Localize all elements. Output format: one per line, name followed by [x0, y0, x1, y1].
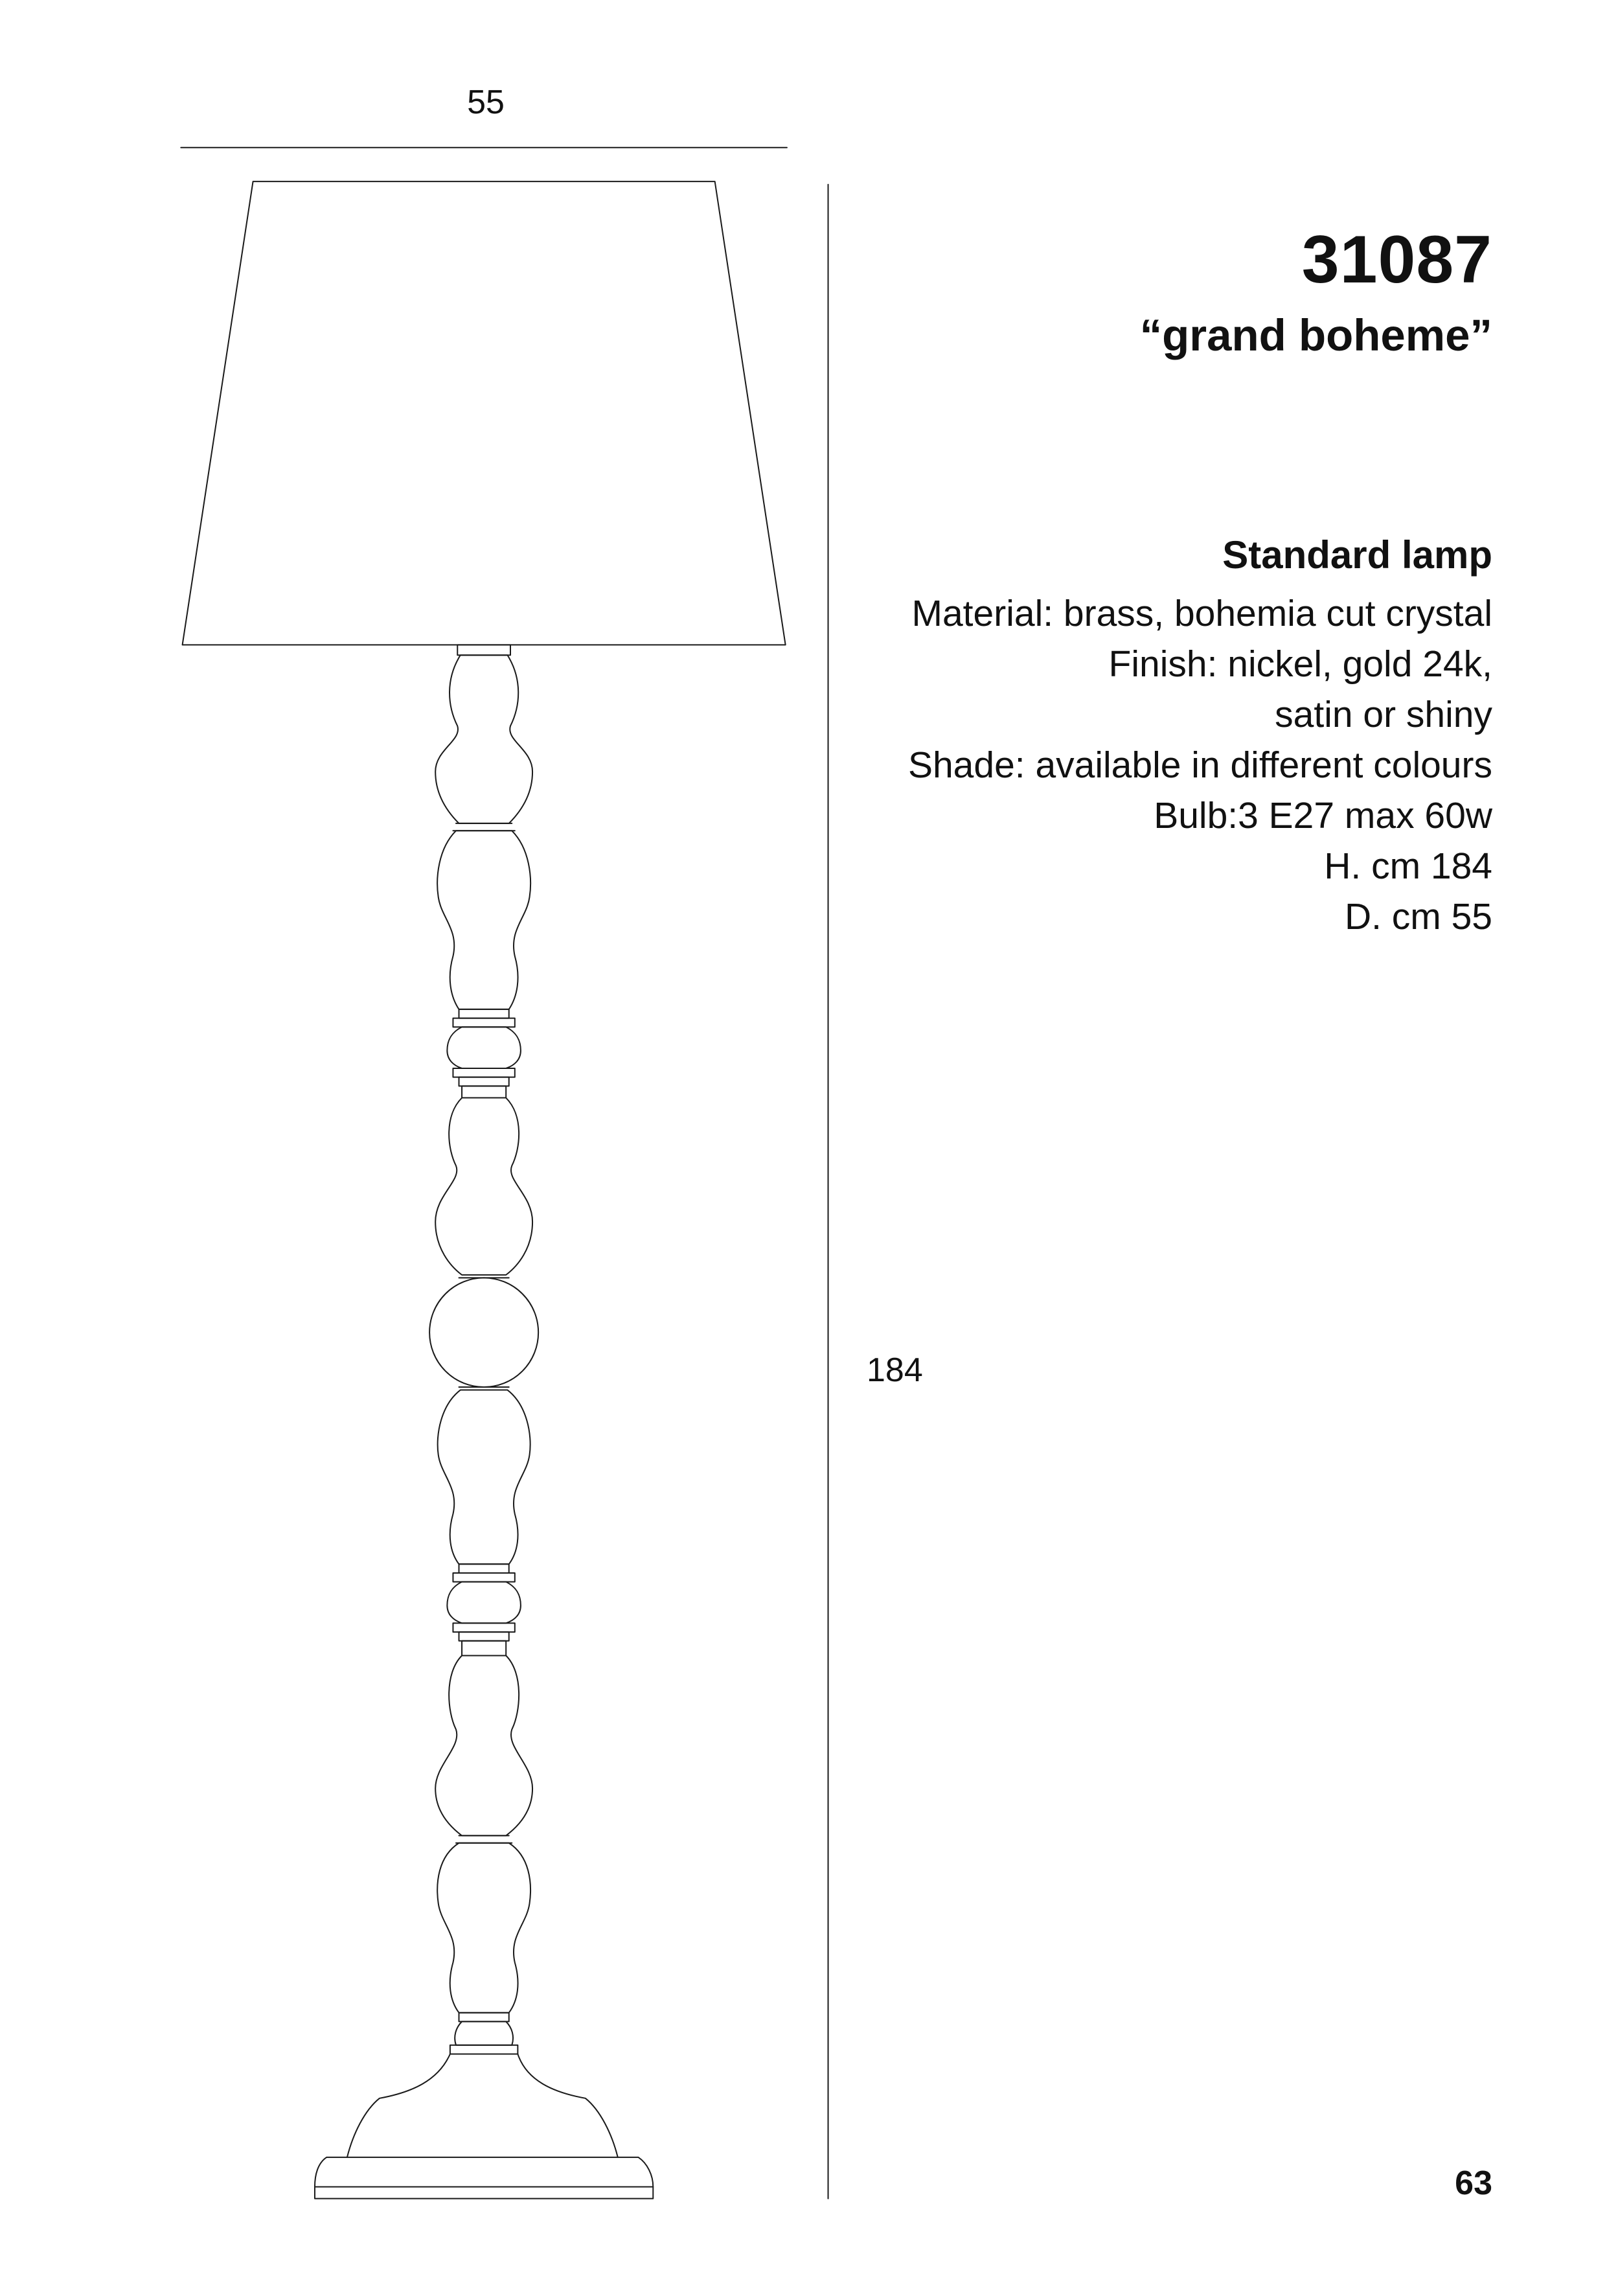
lamp-stem: [429, 655, 538, 2054]
spec-list: [908, 588, 1492, 942]
lampshade-outline: [183, 181, 786, 645]
product-name: “grand boheme”: [1139, 310, 1492, 360]
spec-shade: Shade: available in different colours: [907, 744, 1492, 786]
product-type: Standard lamp: [1222, 533, 1492, 577]
spec-diameter: D. cm 55: [1344, 896, 1492, 937]
spec-finish: Finish: nickel, gold 24k,: [1108, 643, 1492, 685]
width-dimension-label: 55: [467, 84, 505, 121]
height-dimension-label: 184: [867, 1351, 923, 1389]
page-number: 63: [1455, 2164, 1492, 2202]
spec-finish-detail: satin or shiny: [1275, 694, 1492, 735]
spec-bulb: Bulb:3 E27 max 60w: [1154, 795, 1492, 836]
lamp-base: [315, 2054, 653, 2198]
product-code: 31087: [1301, 222, 1492, 297]
spec-height: H. cm 184: [1324, 845, 1492, 887]
shade-collar: [457, 645, 510, 655]
spec-material: Material: brass, bohemia cut crystal: [911, 593, 1492, 634]
